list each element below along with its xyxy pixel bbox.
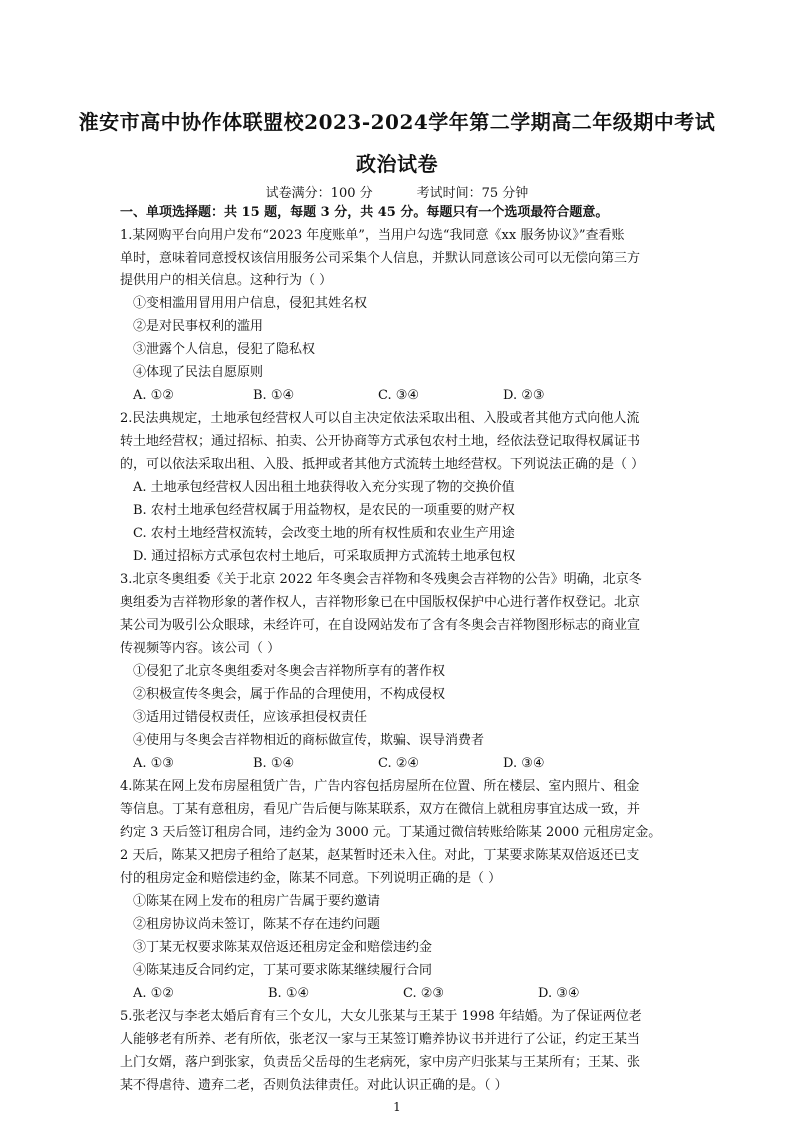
q4-choice-b: B. ①④	[268, 986, 310, 1001]
q5-line-2: 人能够老有所养、老有所依，张老汉一家与王某签订赡养协议书并进行了公证，约定王某当	[120, 1032, 641, 1047]
q1-option-4: ④体现了民法自愿原则	[133, 365, 264, 380]
q1-choice-c: C. ③④	[378, 388, 420, 403]
exam-title: 淮安市高中协作体联盟校2023-2024学年第二学期高二年级期中考试	[78, 110, 716, 134]
q3-line-3: 某公司为吸引公众眼球，未经许可，在自设网站发布了含有冬奥会吉祥物图形标志的商业宣	[120, 618, 641, 633]
q4-option-4: ④陈某违反合同约定，丁某可要求陈某继续履行合同	[133, 963, 433, 978]
q1-option-2: ②是对民事权利的滥用	[133, 319, 264, 334]
q3-choice-d: D. ③④	[503, 756, 545, 771]
q3-line-1: 3.北京冬奥组委《关于北京 2022 年冬奥会吉祥物和冬残奥会吉祥物的公告》明确，北京冬	[120, 572, 642, 587]
exam-time: 考试时间：75 分钟	[416, 186, 529, 201]
q4-option-2: ②租房协议尚未签订，陈某不存在违约问题	[133, 917, 381, 932]
q1-line-2: 单时，意味着同意授权该信用服务公司采集个人信息，并默认同意该公司可以无偿向第三方	[120, 251, 641, 266]
q2-option-b: B. 农村土地承包经营权属于用益物权，是农民的一项重要的财产权	[133, 503, 515, 518]
q5-line-1: 5.张老汉与李老太婚后育有三个女儿，大女儿张某与王某于 1998 年结婚。为了保证两位老	[120, 1009, 642, 1024]
q1-line-1: 1.某网购平台向用户发布“2023 年度账单”，当用户勾选“我同意《xx 服务协议》”查看账	[120, 228, 625, 243]
q4-choice-a: A. ①②	[133, 986, 174, 1001]
q1-choices	[133, 388, 680, 404]
q5-line-4: 某不得虐待、遗弃二老，否则负法律责任。对此认识正确的是。（ ）	[120, 1078, 508, 1093]
q4-choice-c: C. ②③	[403, 986, 445, 1001]
q3-option-1: ①侵犯了北京冬奥组委对冬奥会吉祥物所享有的著作权	[133, 664, 446, 679]
q4-choices	[133, 986, 680, 1002]
q2-option-c: C. 农村土地经营权流转，会改变土地的所有权性质和农业生产用途	[133, 526, 515, 541]
q1-choice-d: D. ②③	[503, 388, 545, 403]
q1-line-3: 提供用户的相关信息。这种行为（ ）	[120, 273, 333, 288]
q4-choice-d: D. ③④	[538, 986, 580, 1001]
q3-option-2: ②积极宣传冬奥会，属于作品的合理使用，不构成侵权	[133, 687, 446, 702]
exam-subtitle: 政治试卷	[356, 152, 438, 176]
q4-line-4: 2 天后，陈某又把房子租给了赵某，赵某暂时还未入住。对此，丁某要求陈某双倍返还已支	[120, 848, 640, 863]
exam-meta	[0, 182, 794, 201]
q5-line-3: 上门女婿，落户到张家，负责岳父岳母的生老病死，家中房产归张某与王某所有；王某、张	[120, 1055, 641, 1070]
q1-option-3: ③泄露个人信息，侵犯了隐私权	[133, 342, 316, 357]
q4-line-2: 等信息。丁某有意租房，看见广告后便与陈某联系，双方在微信上就租房事宜达成一致，并	[120, 802, 641, 817]
q1-choice-a: A. ①②	[133, 388, 174, 403]
q3-line-4: 传视频等内容。该公司（ ）	[120, 641, 281, 656]
q3-choice-b: B. ①④	[253, 756, 295, 771]
q3-option-3: ③适用过错侵权责任，应该承担侵权责任	[133, 710, 368, 725]
q3-choice-c: C. ②④	[378, 756, 420, 771]
q1-choice-b: B. ①④	[253, 388, 295, 403]
full-score: 试卷满分：100 分	[265, 186, 373, 201]
q4-line-1: 4.陈某在网上发布房屋租赁广告，广告内容包括房屋所在位置、所在楼层、室内照片、租金	[120, 779, 640, 794]
section-heading: 一、单项选择题：共 15 题，每题 3 分，共 45 分。每题只有一个选项最符合题意。	[120, 205, 609, 220]
q4-line-3: 约定 3 天后签订租房合同，违约金为 3000 元。丁某通过微信转账给陈某 2000 元租房定金。	[120, 825, 662, 840]
q2-option-a: A. 土地承包经营权人因出租土地获得收入充分实现了物的交换价值	[133, 480, 515, 495]
q3-choice-a: A. ①③	[133, 756, 174, 771]
q2-line-3: 的，可以依法采取出租、入股、抵押或者其他方式流转土地经营权。下列说法正确的是（ ）	[120, 457, 645, 472]
q4-option-3: ③丁某无权要求陈某双倍返还租房定金和赔偿违约金	[133, 940, 433, 955]
q1-option-1: ①变相滥用冒用用户信息，侵犯其姓名权	[133, 296, 368, 311]
q4-line-5: 付的租房定金和赔偿违约金，陈某不同意。下列说明正确的是（ ）	[120, 871, 502, 886]
q2-line-1: 2.民法典规定，土地承包经营权人可以自主决定依法采取出租、入股或者其他方式向他人流	[120, 411, 640, 426]
q3-option-4: ④使用与冬奥会吉祥物相近的商标做宣传，欺骗、误导消费者	[133, 733, 485, 748]
q3-choices	[133, 756, 680, 772]
q2-line-2: 转土地经营权；通过招标、拍卖、公开协商等方式承包农村土地，经依法登记取得权属证书	[120, 434, 641, 449]
q4-option-1: ①陈某在网上发布的租房广告属于要约邀请	[133, 894, 381, 909]
q2-option-d: D. 通过招标方式承包农村土地后，可采取质押方式流转土地承包权	[133, 549, 516, 564]
q3-line-2: 奥组委为吉祥物形象的著作权人，吉祥物形象已在中国版权保护中心进行著作权登记。北京	[120, 595, 641, 610]
page-number: 1	[393, 1100, 401, 1114]
